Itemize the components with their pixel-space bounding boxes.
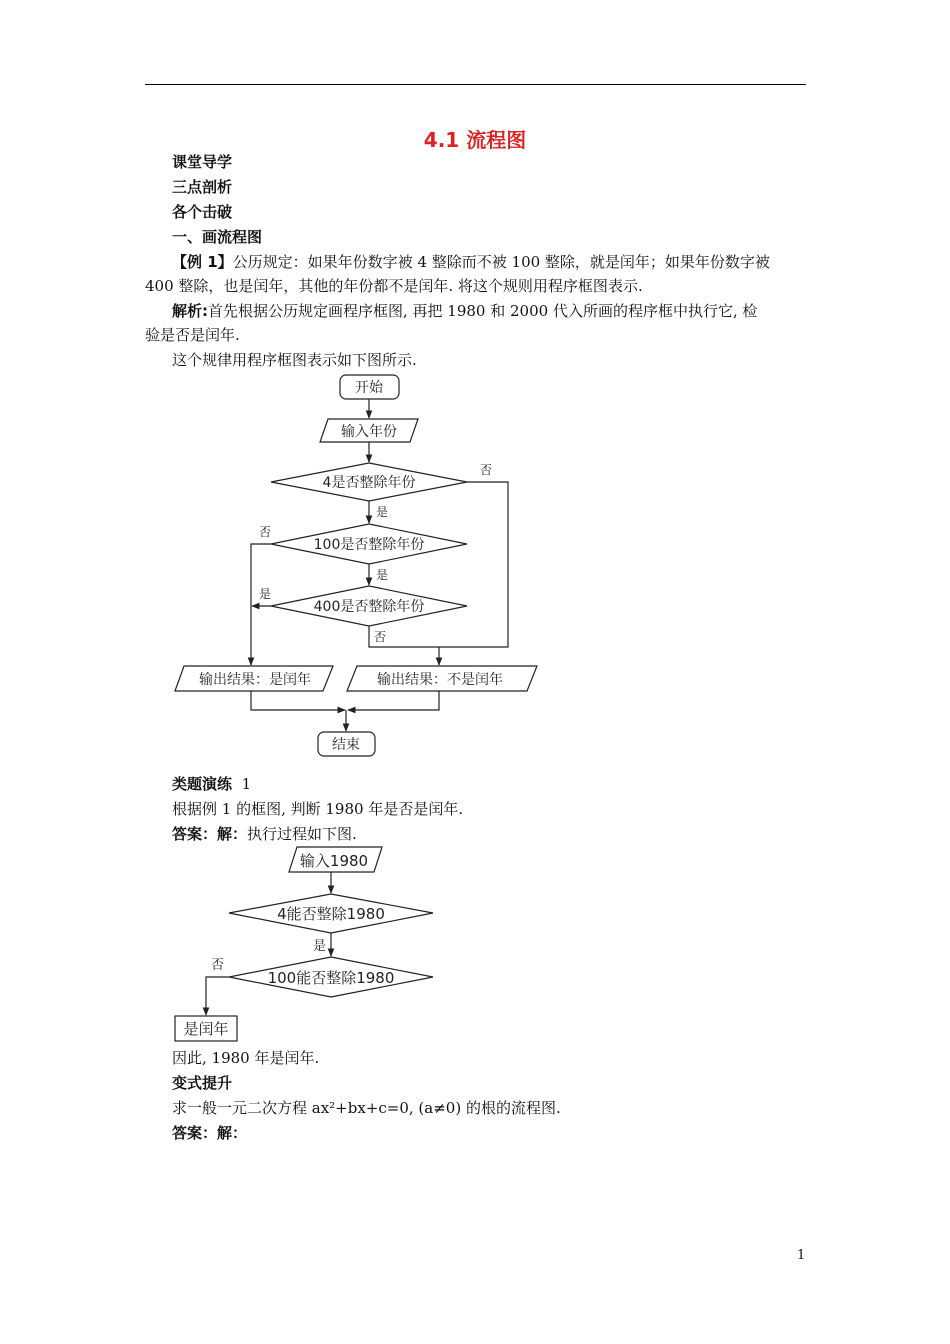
section-heading-2: 三点剖析 [172, 178, 233, 196]
result-label: 是闰年 [183, 1020, 229, 1038]
analysis-text-1: 首先根据公历规定画程序框图, 再把 1980 和 2000 代入所画的程序框中执行它, 检 [208, 302, 758, 320]
end-label: 结束 [332, 737, 360, 753]
flowchart-intro: 这个规律用程序框图表示如下图所示. [172, 351, 417, 369]
input-label: 输入年份 [341, 424, 397, 440]
page-title: 4.1 流程图 [423, 128, 527, 152]
decision-100-1980-label: 100能否整除1980 [267, 969, 395, 987]
practice-answer-text: 执行过程如下图. [247, 825, 357, 843]
no-label-1: 否 [480, 463, 493, 477]
variant-answer-label: 答案：解： [172, 1124, 248, 1142]
section-heading-4: 一、画流程图 [172, 228, 263, 246]
output-yes-label: 输出结果：是闰年 [199, 672, 311, 688]
no-label-3: 否 [374, 630, 387, 644]
example-tag: 【例 1】 [172, 253, 233, 271]
no-label-2: 否 [259, 525, 272, 539]
yes-label-3: 是 [259, 587, 272, 601]
analysis-label: 解析: [172, 302, 208, 320]
decision-2-label: 100是否整除年份 [313, 537, 425, 553]
no-label-f2: 否 [211, 958, 225, 973]
practice-answer-label: 答案：解： [172, 825, 248, 843]
decision-1-label: 4是否整除年份 [322, 475, 416, 491]
yes-label-2: 是 [376, 568, 389, 582]
decision-3-label: 400是否整除年份 [313, 599, 425, 615]
practice-number: 1 [241, 775, 252, 793]
decision-4-1980-label: 4能否整除1980 [277, 905, 385, 923]
example-text-1: 公历规定：如果年份数字被 4 整除而不被 100 整除，就是闰年；如果年份数字被 [232, 253, 770, 271]
page-number: 1 [797, 1248, 806, 1263]
practice-question: 根据例 1 的框图, 判断 1980 年是否是闰年. [172, 800, 464, 818]
practice-label: 类题演练 [172, 775, 233, 793]
output-no-label: 输出结果：不是闰年 [377, 672, 503, 688]
input-1980-label: 输入1980 [299, 852, 369, 870]
example-text-2: 400 整除，也是闰年，其他的年份都不是闰年. 将这个规则用程序框图表示. [145, 277, 643, 295]
section-heading-3: 各个击破 [172, 203, 233, 221]
yes-label-f2: 是 [313, 939, 327, 954]
section-heading-1: 课堂导学 [172, 153, 233, 171]
start-label: 开始 [355, 380, 383, 396]
variant-heading: 变式提升 [172, 1074, 233, 1092]
yes-label-1: 是 [376, 505, 389, 519]
variant-question: 求一般一元二次方程 ax²+bx+c=0, (a≠0) 的根的流程图. [172, 1099, 561, 1117]
analysis-text-2: 验是否是闰年. [145, 326, 240, 344]
conclusion-text: 因此, 1980 年是闰年. [172, 1049, 320, 1067]
